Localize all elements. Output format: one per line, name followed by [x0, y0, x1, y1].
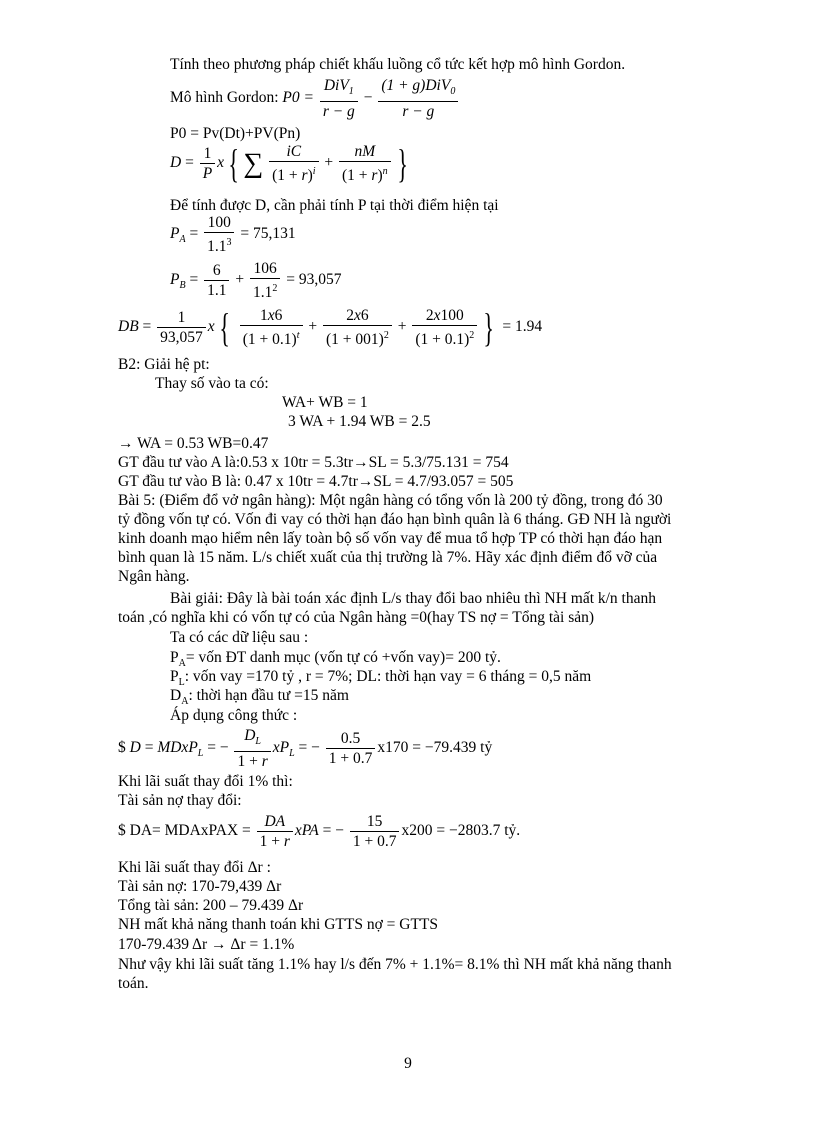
gordon-formula: Mô hình Gordon: P0 = $\frac{DiV_1}{r - g}$ − $\frac{(1 + g)DiV_0}{r - g}$ — [170, 76, 460, 121]
problem5-line1: Bài 5: (Điểm đổ vở ngân hàng): Một ngân hàng có tổng vốn là 200 tỷ đồng, trong đó 30 — [118, 492, 663, 509]
compute-p-line: Để tính được D, cần phải tính P tại thời điểm hiện tại — [170, 197, 499, 214]
intro-line: Tính theo phương pháp chiết khấu luồng cổ tức kết hợp mô hình Gordon. — [170, 56, 626, 73]
db-formula: DB = $\frac{1}{93,057}$ x { $\frac{1x6}{(1 + 0.1)^t}$ + $\frac{2x6}{(1 + 001)^2}$ + $\frac{2x100}{(1 + 0.1)^2}$ } = 1.94 — [118, 304, 543, 350]
data-heading: Ta có các dữ liệu sau : — [170, 629, 309, 646]
da-definition: $D_A$: thời hạn đầu tư =15 năm — [170, 687, 349, 708]
equation-1: WA+ WB = 1 — [282, 394, 368, 411]
pl-definition: $P_L$: vốn vay =170 tỷ , r = 7%; DL: thời hạn vay = 6 tháng = 0,5 năm — [170, 668, 592, 689]
p0-line: P0 = Pv(Dt)+PV(Pn) — [170, 125, 301, 142]
conclusion-line1: Như vậy khi lãi suất tăng 1.1% hay l/s đến 7% + 1.1%= 8.1% thì NH mất khả năng thanh — [118, 956, 672, 973]
dr-result: 170-79.439 Δr → Δr = 1.1% — [118, 936, 295, 953]
liability-change: Tài sản nợ thay đổi: — [118, 792, 242, 809]
dl-formula: $ D = MDxP$_L$ = − $\frac{D_L}{1 + r}$ $xP_L$ = − $\frac{0.5}{1 + 0.7}$ x170 = −79.439 tỷ — [118, 727, 493, 771]
investment-a: GT đầu tư vào A là:0.53 x 10tr = 5.3tr→SL = 5.3/75.131 = 754 — [118, 454, 509, 471]
liabilities-dr: Tài sản nợ: 170-79,439 Δr — [118, 878, 282, 895]
pl-def-text: : vốn vay =170 tỷ , r = 7%; DL: thời hạn vay = 6 tháng = 0,5 năm — [184, 668, 592, 685]
pb-formula: $P_B$ = $\frac{6}{1.1}$ + $\frac{106}{1.1^2}$ = 93,057 — [170, 260, 342, 302]
da-def-text: : thời hạn đầu tư =15 năm — [188, 687, 349, 704]
problem5-line3: kinh doanh mạo hiểm nên lấy toàn bộ số vốn vay để mua tổ hợp TP có thời hạn đáo hạn — [118, 530, 663, 547]
step-b2: B2: Giải hệ pt: — [118, 356, 210, 373]
equation-2: 3 WA + 1.94 WB = 2.5 — [288, 413, 431, 430]
pa-result: = 75,131 — [240, 225, 296, 243]
total-assets-dr: Tổng tài sản: 200 – 79.439 Δr — [118, 897, 304, 914]
investment-b: GT đầu tư vào B là: 0.47 x 10tr = 4.7tr→SL = 4.7/93.057 = 505 — [118, 473, 514, 490]
insolvency-condition: NH mất khả năng thanh toán khi GTTS nợ = GTTS — [118, 916, 439, 933]
problem5-line5: Ngân hàng. — [118, 568, 190, 585]
da-result: x200 = −2803.7 tỷ. — [401, 822, 521, 840]
da-formula: $ DA= MDAxPAX = $\frac{DA}{1 + r}$ xPA = − $\frac{15}{1 + 0.7}$ x200 = −2803.7 tỷ. — [118, 813, 521, 850]
pa-formula: $P_A$ = $\frac{100}{1.1^3}$ = 75,131 — [170, 214, 296, 256]
conclusion-line2: toán. — [118, 975, 149, 992]
problem5-line4: bình quan là 15 năm. L/s chiết xuất của thị trường là 7%. Hãy xác định điểm đổ vỡ của — [118, 549, 658, 566]
gordon-label: Mô hình Gordon: — [170, 89, 279, 107]
db-result: = 1.94 — [502, 318, 543, 336]
pb-result: = 93,057 — [286, 271, 342, 289]
da-prefix: $ DA= MDAxPAX = — [118, 822, 251, 840]
problem5-line2: tỷ đồng vốn tự có. Vốn đi vay có thời hạn đáo hạn bình quân là 6 tháng. GĐ NH là người — [118, 511, 672, 528]
solution-line2: toán ,có nghĩa khi có vốn tự có của Ngân hàng =0(hay TS nợ = Tổng tài sản) — [118, 609, 595, 626]
pa-def-text: = vốn ĐT danh mục (vốn tự có +vốn vay)= 200 tỷ. — [185, 649, 501, 666]
substitute-line: Thay số vào ta có: — [155, 375, 269, 392]
apply-formula: Áp dụng công thức : — [170, 707, 298, 724]
dl-result: x170 = −79.439 tỷ — [377, 739, 493, 757]
solution-line1: Bài giải: Đây là bài toán xác định L/s thay đổi bao nhiêu thì NH mất k/n thanh — [170, 590, 656, 607]
weights-result: → WA = 0.53 WB=0.47 — [118, 435, 269, 452]
rate-change-dr: Khi lãi suất thay đổi Δr : — [118, 859, 271, 876]
page-number: 9 — [404, 1055, 412, 1072]
duration-formula: D = $\frac{1}{P}$ x { ∑ $\frac{iC}{(1 + r)^i}$ + $\frac{nM}{(1 + r)^n}$ } — [170, 140, 408, 186]
pa-definition: $P_A=$ vốn ĐT danh mục (vốn tự có +vốn vay)= 200 tỷ. — [170, 649, 501, 670]
rate-change-1pct: Khi lãi suất thay đổi 1% thì: — [118, 773, 293, 790]
